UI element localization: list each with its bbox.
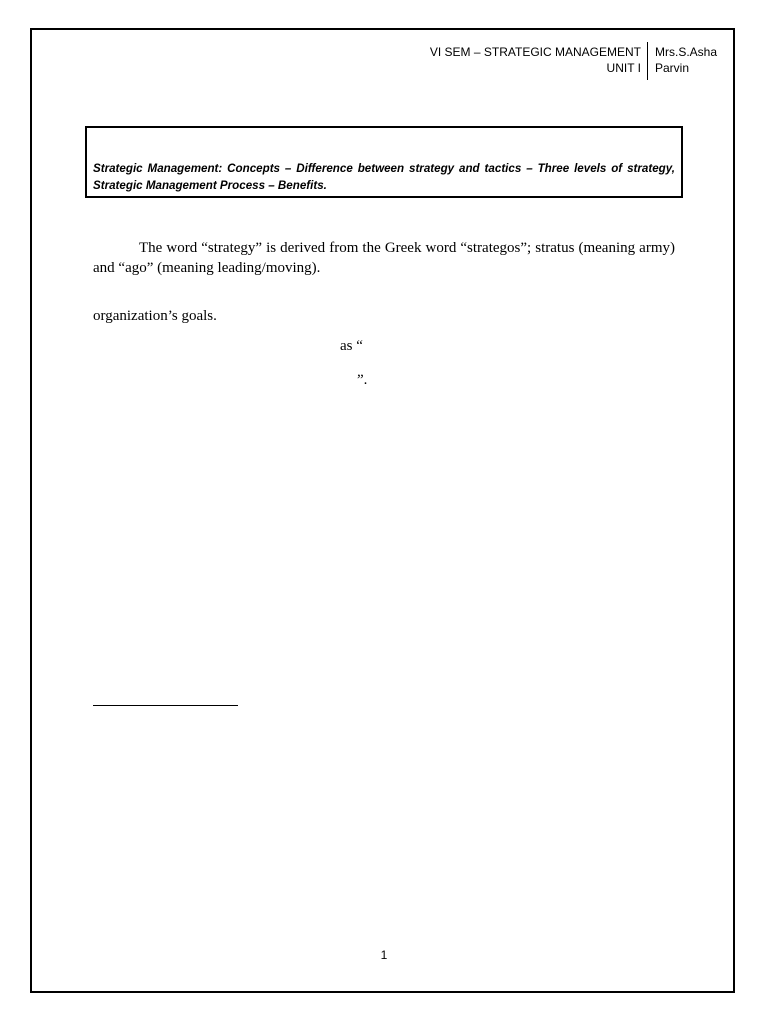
text-fragment: as “ xyxy=(340,338,363,354)
footnote-separator xyxy=(93,705,238,706)
text-fragment: ”. xyxy=(357,372,368,388)
document-header xyxy=(430,44,641,76)
author-block xyxy=(655,44,717,76)
author-name-line1: Mrs.S.Asha xyxy=(655,45,718,59)
body-paragraph: organization’s goals. xyxy=(93,308,217,324)
body-paragraph: The word “strategy” is derived from the Greek word “strategos”; stratus (meaning army) and “ago” (meaning leading/moving). xyxy=(93,240,675,276)
unit-label: UNIT I xyxy=(606,61,641,75)
author-name-line2: Parvin xyxy=(655,61,690,75)
course-title: VI SEM – STRATEGIC MANAGEMENT xyxy=(429,45,641,59)
topic-text: Strategic Management: Concepts – Difference between strategy and tactics – Three levels of strategy, Strategic Management Process – Benefits. xyxy=(93,162,675,192)
page-number: 1 xyxy=(380,948,388,962)
header-divider xyxy=(647,42,648,80)
